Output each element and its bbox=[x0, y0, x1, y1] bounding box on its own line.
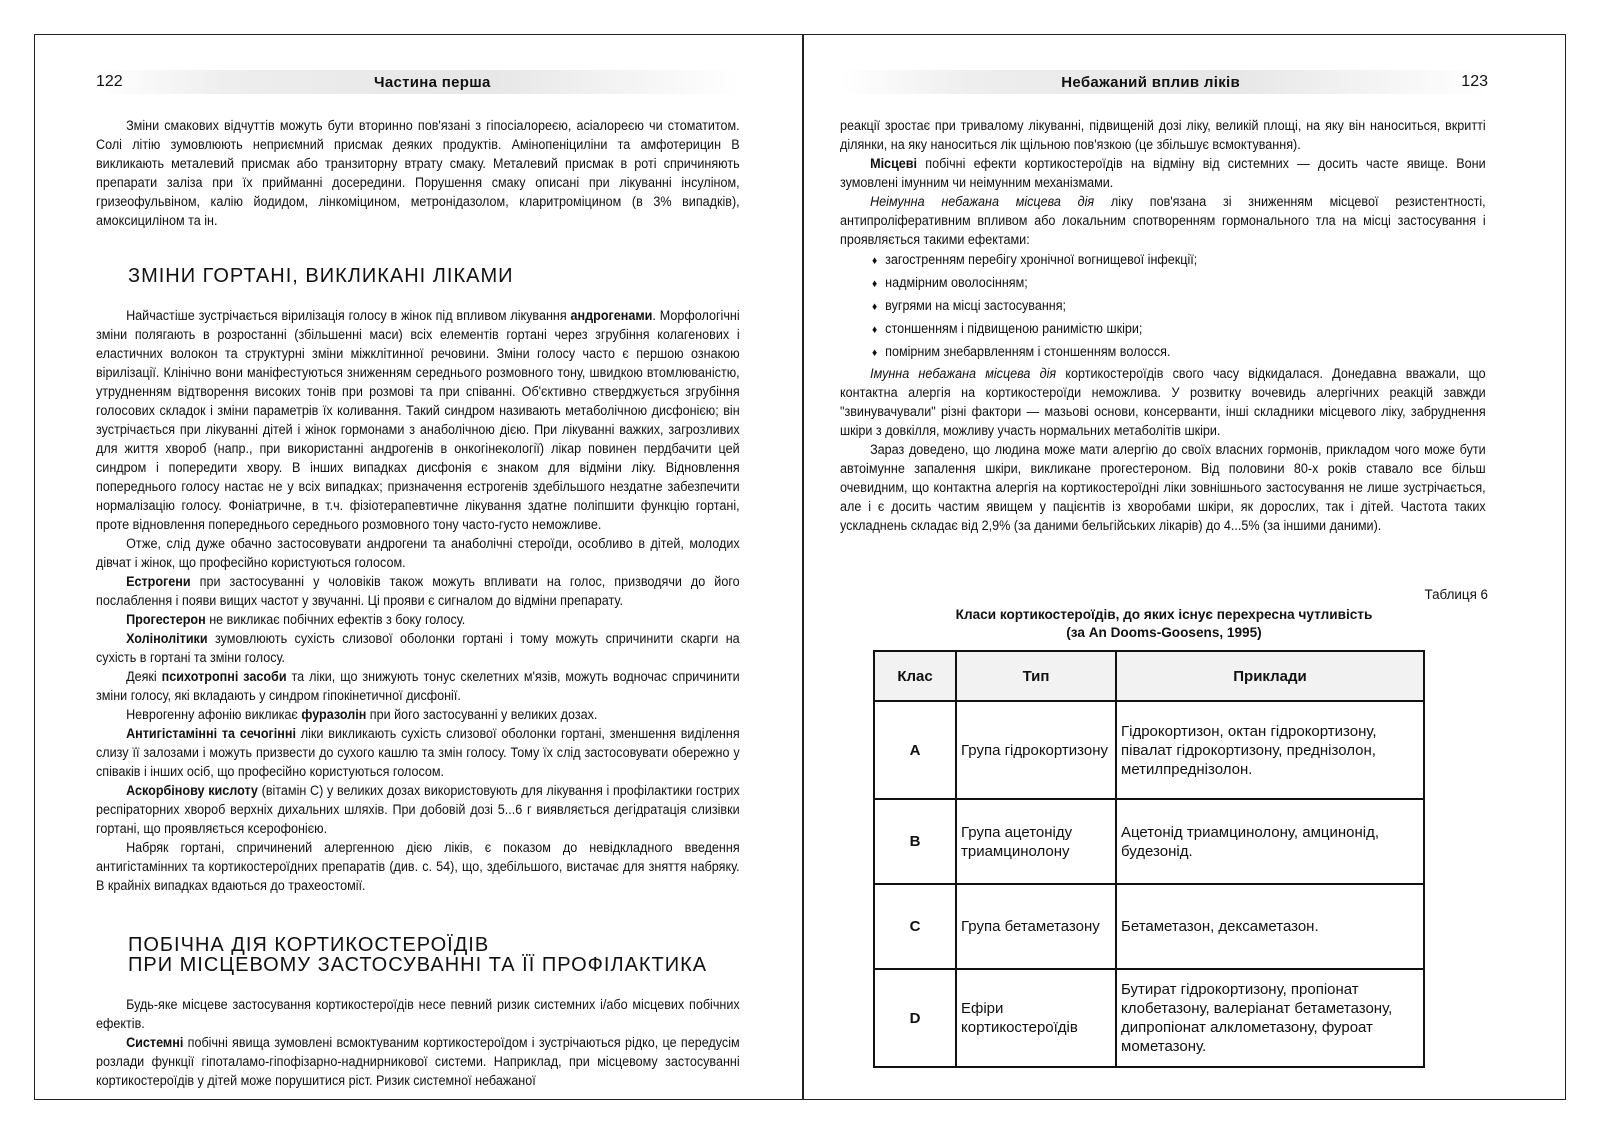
diamond-bullet-icon: ♦ bbox=[872, 278, 878, 290]
paragraph: Набряк гортані, спричинений алергенною дією ліків, є показом до невідкладного введення антигістамінних та кортикостероїдних препаратів (див. с. 54), що, здебільшого, вистачає для зняття набряку. В крайніх випадках вдаються до трахеостомії. bbox=[96, 840, 740, 893]
class-cell: B bbox=[874, 799, 956, 884]
right-running-head-title: Небажаний вплив ліків bbox=[1061, 73, 1241, 91]
column-header-type: Тип bbox=[956, 651, 1116, 701]
type-cell: Ефіри кортикостероїдів bbox=[956, 969, 1116, 1067]
corticosteroid-classes-table bbox=[873, 650, 1425, 1068]
left-page-number: 122 bbox=[96, 73, 123, 90]
list-item: ♦ стоншенням і підвищеною ранимістю шкіри; bbox=[872, 318, 1451, 341]
type-cell: Група ацетоніду триамцинолону bbox=[956, 799, 1116, 884]
examples-cell: Гідрокортизон, октан гідрокортизону, півалат гідрокортизону, преднізолон, метилпреднізолон. bbox=[1116, 701, 1424, 799]
paragraph: Холінолітики зумовлюють сухість слизової оболонки гортані і тому можуть спричинити скарги на сухість в гортані та зміни голосу. bbox=[96, 631, 740, 665]
diamond-bullet-icon: ♦ bbox=[872, 255, 878, 267]
paragraph: Найчастіше зустрічається вірилізація голосу в жінок під впливом лікування андрогенами. Морфологічні зміни полягають в розростанні (збільшенні маси) всіх елементів гортані через згрубіння колагенових і еластичних волокон та структурні зміни міжклітинної речовини. Зміни голосу часто є першою ознакою вірилізації. Клінічно вони маніфестуються зниженням середнього розмовного тону, швидкою втомлюваністю, утрудненням відтворення високих тонів при розмові та при співанні. Об'єктивно стверджується згрубіння голосових складок і зміни параметрів їх коливання. Такий синдром називають метаболічною дисфонією; він зустрічається при лікуванні дітей і жінок гормонами з анаболічною дією. При лікуванні важких, загрозливих для життя хвороб (напр., при використанні андрогенів в онкогінекології) лікар повинен пердбачити цей синдром і попередити хвору. В інших випадках дисфонія є знаком для відміни ліку. Відновлення попереднього голосу настає не у всіх випадках; призначення естрогенів здебільшого нездатне забезпечити нормалізацію голосу. Фоніатричне, в т.ч. фізіотерапевтичне лікування здатне поліпшити функцію гортані, проте відновлення попереднього середнього розмовного тону часто-густо неможливе. bbox=[96, 308, 740, 532]
paragraph: Місцеві побічні ефекти кортикостероїдів на відміну від системних — досить часте явище. Вони зумовлені імунним чи неімунним механізмами. bbox=[840, 156, 1486, 190]
left-running-head bbox=[96, 70, 742, 94]
paragraph: Системні побічні явища зумовлені всмоктуваним кортикостероїдом і зустрічаються рідко, це передусім розлади функції гіпоталамо-гіпофізарно-наднирникової системи. Наприклад, при місцевому застосуванні кортикостероїдів у дітей може порушитися ріст. Ризик системної небажаної bbox=[96, 1035, 740, 1088]
paragraph: Прогестерон не викликає побічних ефектів з боку голосу. bbox=[126, 612, 466, 627]
list-item: ♦ помірним знебарвленням і стоншенням волосся. bbox=[872, 341, 1451, 364]
right-page bbox=[804, 34, 1566, 1100]
list-item: ♦ надмірним оволосінням; bbox=[872, 272, 1451, 295]
table-row bbox=[874, 799, 1424, 884]
table-row bbox=[874, 701, 1424, 799]
paragraph: реакції зростає при тривалому лікуванні, підвищеній дозі ліку, великій площі, на яку він наноситься, вкритті ділянки, на яку наноситься лік щільною пов'язкою (це збільшує всмоктування). bbox=[840, 118, 1486, 152]
diamond-bullet-icon: ♦ bbox=[872, 347, 878, 359]
paragraph: Естрогени при застосуванні у чоловіків також можуть впливати на голос, призводячи до його послаблення і появи вищих частот у звучанні. Ці прояви є сигналом до відміни препарату. bbox=[96, 574, 740, 608]
paragraph: Імунна небажана місцева дія кортикостероїдів свого часу відкидалася. Донедавна вважали, що контактна алергія на кортикостероїди неможлива. У розвитку вочевидь алергічних реакцій завжди "звинувачували" різні фактори — мазьові основи, консерванти, інші складники місцевого ліку, забруднення шкіри з довкілля, можливу участь нормальних метаболітів шкіри. bbox=[840, 366, 1486, 438]
examples-cell: Бетаметазон, дексаметазон. bbox=[1116, 884, 1424, 969]
paragraph: Антигістамінні та сечогінні ліки викликають сухість слизової оболонки гортані, зменшення виділення слизу її залозами і можуть призвести до сухого кашлю та змін голосу. Тому їх слід застосовувати обережно у співаків і інших осіб, що професійно користуються голосом. bbox=[96, 726, 740, 779]
paragraph: Неімунна небажана місцева дія ліку пов'язана зі зниженням місцевої резистентності, антипроліферативним впливом або локальним спотворенням гормонального тла на місці застосування і проявляється такими ефектами: bbox=[840, 194, 1486, 247]
section-heading-larynx: ЗМІНИ ГОРТАНІ, ВИКЛИКАНІ ЛІКАМИ bbox=[128, 265, 514, 287]
column-header-examples: Приклади bbox=[1116, 651, 1424, 701]
section-heading-corticosteroids: ПОБІЧНА ДІЯ КОРТИКОСТЕРОЇДІВ ПРИ МІСЦЕВОМУ ЗАСТОСУВАННІ ТА ЇЇ ПРОФІЛАКТИКА bbox=[128, 934, 708, 976]
diamond-bullet-icon: ♦ bbox=[872, 324, 878, 336]
table-header-row bbox=[874, 651, 1424, 701]
effects-list bbox=[840, 249, 1488, 364]
table-row bbox=[874, 884, 1424, 969]
paragraph: Будь-яке місцеве застосування кортикостероїдів несе певний ризик системних і/або місцевих побічних ефектів. bbox=[96, 997, 740, 1031]
type-cell: Група бетаметазону bbox=[956, 884, 1116, 969]
table-caption: Таблиця 6 bbox=[1424, 587, 1488, 602]
paragraph: Аскорбінову кислоту (вітамін С) у великих дозах використовують для лікування і профілактики гострих респіраторних хвороб верхніх дихальних шляхів. При добовій дозі 5...6 г виявляється дегідратація слизівки гортані, що проявляється ксерофонією. bbox=[96, 783, 740, 836]
paragraph: Неврогенну афонію викликає фуразолін при його застосуванні у великих дозах. bbox=[126, 707, 598, 722]
class-cell: D bbox=[874, 969, 956, 1067]
list-item: ♦ загостренням перебігу хронічної вогнищевої інфекції; bbox=[872, 249, 1451, 272]
examples-cell: Бутират гідрокортизону, пропіонат клобетазону, валеріанат бетаметазону, дипропіонат алклометазону, фуроат мометазону. bbox=[1116, 969, 1424, 1067]
right-running-head bbox=[840, 70, 1488, 94]
diamond-bullet-icon: ♦ bbox=[872, 301, 878, 313]
list-item: ♦ вугрями на місці застосування; bbox=[872, 295, 1451, 318]
table-row bbox=[874, 969, 1424, 1067]
left-running-head-title: Частина перша bbox=[374, 73, 491, 91]
paragraph: Зараз доведено, що людина може мати алергію до своїх власних гормонів, прикладом чого може бути автоімунне запалення шкіри, викликане прогестероном. Від половини 80-х років ставало все більш очевидним, що контактна алергія на кортикостероїдні ліки зовнішнього застосування не лише зустрічається, але і є досить частим явищем у пацієнтів із хворобами шкіри, як дорослих, так і дітей. Частота таких ускладнень складає від 2,9% (за даними бельгійських лікарів) до 4...5% (за іншими даними). bbox=[840, 442, 1486, 533]
paragraph: Деякі психотропні засоби та ліки, що знижують тонус скелетних м'язів, можуть водночас спричинити зміни голосу, які вкладають у синдром гіпокінетичної дисфонії. bbox=[96, 669, 740, 703]
column-header-class: Клас bbox=[874, 651, 956, 701]
intro-paragraph: Зміни смакових відчуттів можуть бути вторинно пов'язані з гіпосіалореєю, асіалореєю чи стоматитом. Солі літію зумовлюють неприємний присмак деяких продуктів. Амінопеніциліни та амфотерицин В викликають металевий присмак або транзиторну втрату смаку. Металевий присмак в роті спричиняють препарати заліза при їх прийманні досередини. Порушення смаку описані при лікуванні інсуліном, гризеофульвіном, калію йодидом, лінкоміцином, метронідазолом, кларитроміцином (в 3% випадків), амоксициліном та ін. bbox=[96, 118, 740, 228]
left-page bbox=[34, 34, 802, 1100]
examples-cell: Ацетонід триамцинолону, амцинонід, будезонід. bbox=[1116, 799, 1424, 884]
type-cell: Група гідрокортизону bbox=[956, 701, 1116, 799]
paragraph: Отже, слід дуже обачно застосовувати андрогени та анаболічні стероїди, особливо в дітей, молодих дівчат і жінок, що професійно користуються голосом. bbox=[96, 536, 740, 570]
class-cell: A bbox=[874, 701, 956, 799]
class-cell: C bbox=[874, 884, 956, 969]
table-title: Класи кортикостероїдів, до яких існує перехресна чутливість (за An Dooms-Goosens, 1995) bbox=[955, 607, 1373, 640]
right-page-number: 123 bbox=[1461, 73, 1488, 90]
